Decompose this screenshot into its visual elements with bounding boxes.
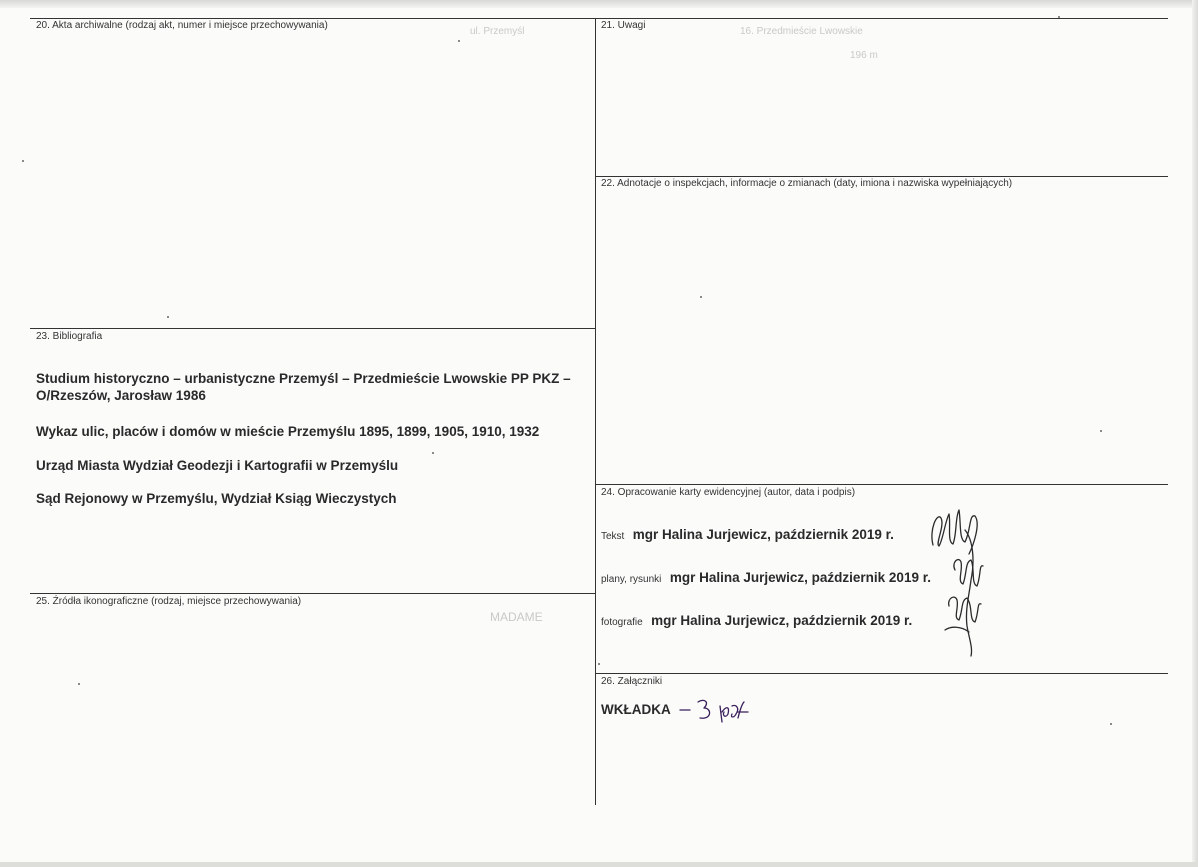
scan-speck bbox=[432, 452, 434, 454]
bibliography-entry: Studium historyczno – urbanistyczne Przemyśl – Przedmieście Lwowskie PP PKZ – O/Rzeszów, Jarosław 1986 bbox=[36, 371, 571, 403]
divider-23-25 bbox=[30, 593, 595, 594]
scan-edge-right bbox=[1192, 0, 1198, 867]
author-row-value: mgr Halina Jurjewicz, październik 2019 r. bbox=[632, 527, 894, 542]
author-row-value: mgr Halina Jurjewicz, październik 2019 r. bbox=[669, 570, 931, 585]
scan-edge-bottom bbox=[0, 862, 1198, 867]
scan-speck bbox=[1100, 430, 1102, 432]
scan-speck bbox=[78, 683, 80, 685]
section-23-label: 23. Bibliografia bbox=[36, 331, 103, 342]
author-row-photos bbox=[601, 612, 912, 630]
center-divider-line bbox=[595, 18, 596, 805]
scan-speck bbox=[598, 663, 600, 665]
author-row-plans bbox=[601, 569, 931, 587]
scan-speck bbox=[22, 160, 24, 162]
bleed-through-text: 196 m bbox=[850, 50, 878, 61]
divider-20-23 bbox=[30, 328, 595, 329]
section-21-label: 21. Uwagi bbox=[601, 20, 646, 31]
divider-24-26 bbox=[596, 673, 1168, 674]
section-25-label: 25. Źródła ikonograficzne (rodzaj, miejsce przechowywania) bbox=[36, 596, 302, 607]
scan-speck bbox=[167, 316, 169, 318]
handwritten-attachment-note bbox=[676, 696, 756, 726]
divider-21-22 bbox=[596, 176, 1168, 177]
top-border-line bbox=[30, 18, 1168, 19]
section-26-label: 26. Załączniki bbox=[601, 676, 663, 687]
author-row-prefix: fotografie bbox=[601, 617, 643, 628]
bleed-through-text: ul. Przemyśl bbox=[470, 26, 525, 37]
section-20-label: 20. Akta archiwalne (rodzaj akt, numer i miejsce przechowywania) bbox=[36, 20, 328, 31]
divider-22-24 bbox=[596, 484, 1168, 485]
bibliography-entry: Wykaz ulic, placów i domów w mieście Przemyślu 1895, 1899, 1905, 1910, 1932 bbox=[36, 424, 540, 439]
scan-speck bbox=[458, 40, 460, 42]
bibliography-entry: Sąd Rejonowy w Przemyślu, Wydział Ksiąg Wieczystych bbox=[36, 491, 397, 506]
scan-speck bbox=[1058, 16, 1060, 18]
handwritten-signature bbox=[925, 500, 995, 660]
scan-edge-top bbox=[0, 0, 1198, 8]
attachment-value: WKŁADKA bbox=[601, 702, 671, 717]
bibliography-entry: Urząd Miasta Wydział Geodezji i Kartografii w Przemyślu bbox=[36, 458, 399, 473]
scan-speck bbox=[1110, 723, 1112, 725]
scan-speck bbox=[700, 296, 702, 298]
section-24-label: 24. Opracowanie karty ewidencyjnej (autor, data i podpis) bbox=[601, 487, 856, 498]
author-row-prefix: plany, rysunki bbox=[601, 574, 662, 585]
bleed-through-text: MADAME bbox=[490, 610, 543, 624]
author-row-value: mgr Halina Jurjewicz, październik 2019 r. bbox=[651, 613, 913, 628]
bleed-through-text: 16. Przedmieście Lwowskie bbox=[740, 26, 863, 37]
section-22-label: 22. Adnotacje o inspekcjach, informacje o zmianach (daty, imiona i nazwiska wypełniających) bbox=[601, 178, 1013, 189]
author-row-text bbox=[601, 526, 894, 544]
author-row-prefix: Tekst bbox=[601, 531, 625, 542]
